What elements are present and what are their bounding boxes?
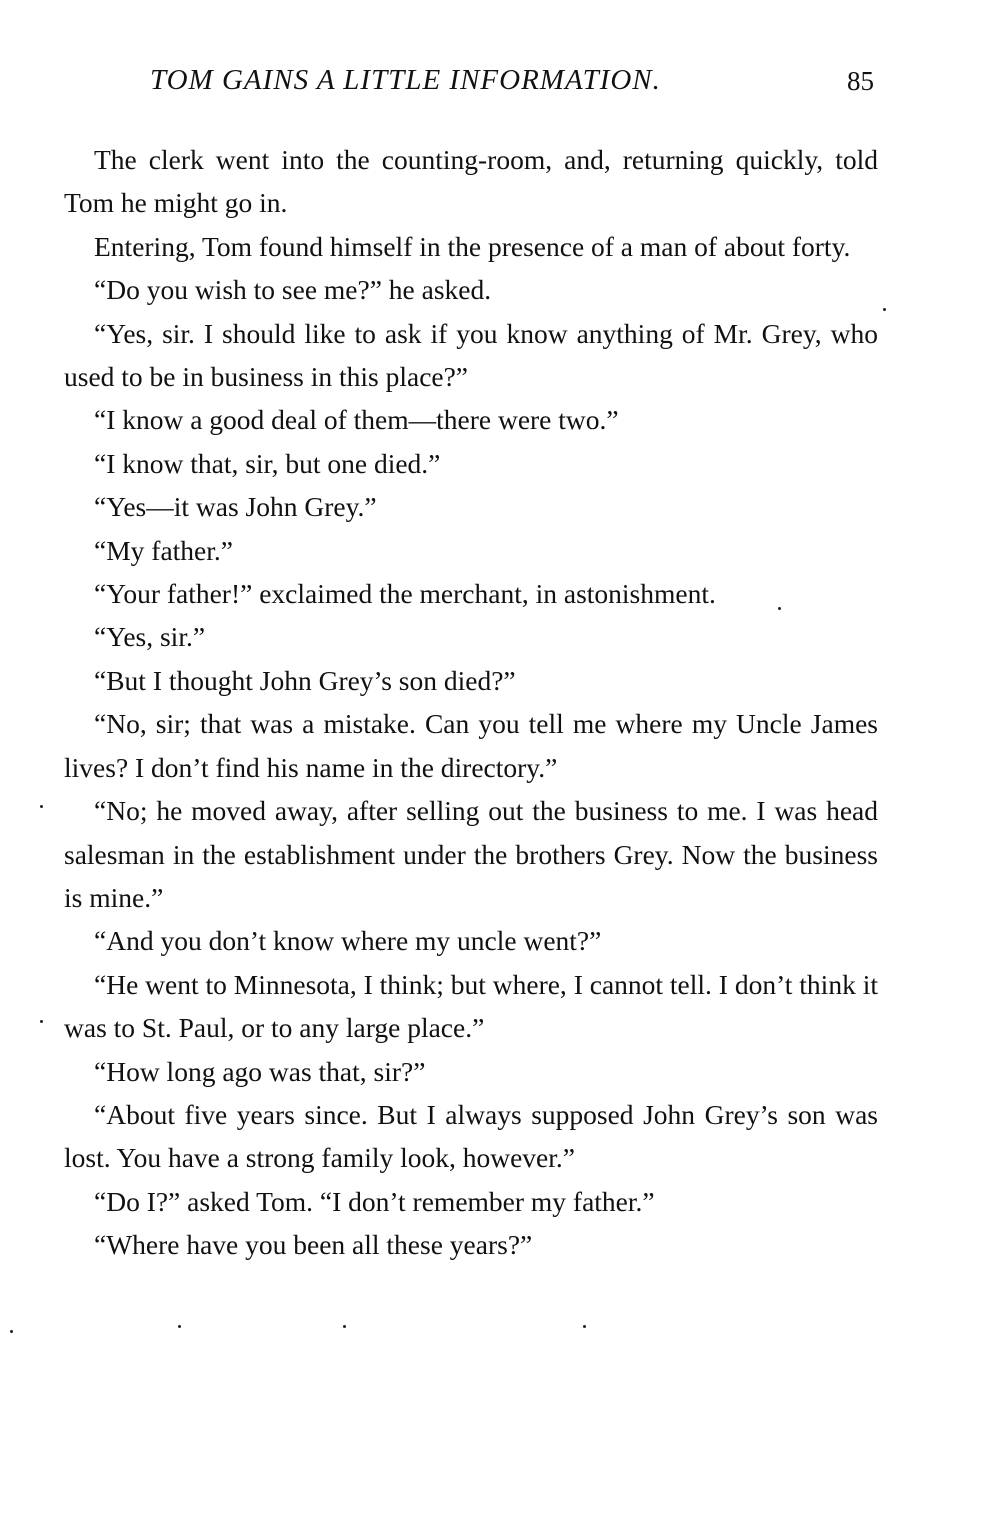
scan-speck: [178, 1325, 181, 1328]
paragraph: “Your father!” exclaimed the merchant, in astonishment.: [94, 578, 716, 610]
scan-speck: [40, 805, 43, 808]
paragraph: “Do I?” asked Tom. “I don’t remember my father.”: [94, 1185, 655, 1217]
page-number: 85: [847, 66, 874, 96]
paragraph: “Where have you been all these years?”: [94, 1229, 533, 1261]
scan-speck: [778, 607, 781, 610]
paragraph: “No; he moved away, after selling out the business to me. I was head salesman in the establishment under the brothers Grey. Now the business is mine.”: [64, 795, 878, 913]
paragraph: The clerk went into the counting-room, and, returning quickly, told Tom he might go in.: [64, 144, 878, 219]
paragraph: “Yes—it was John Grey.”: [94, 491, 377, 523]
paragraph: “I know that, sir, but one died.”: [94, 447, 441, 479]
paragraph: “He went to Minnesota, I think; but where, I cannot tell. I don’t think it was to St. Paul, or to any large place.”: [64, 968, 878, 1044]
scan-speck: [343, 1325, 346, 1328]
scan-speck: [40, 1020, 43, 1023]
paragraph: “But I thought John Grey’s son died?”: [94, 664, 516, 696]
paragraph: “I know a good deal of them—there were two.”: [94, 404, 619, 436]
paragraph: “About five years since. But I always supposed John Grey’s son was lost. You have a strong family look, however.”: [64, 1098, 878, 1174]
paragraph: “Yes, sir.”: [94, 621, 206, 653]
scan-speck: [10, 1330, 13, 1333]
scan-speck: [883, 308, 886, 311]
paragraph: “And you don’t know where my uncle went?”: [94, 925, 602, 957]
running-head: [60, 64, 880, 104]
chapter-running-title: TOM GAINS A LITTLE INFORMATION.: [150, 64, 661, 96]
paragraph: Entering, Tom found himself in the presence of a man of about forty.: [94, 230, 851, 262]
paragraph: “Do you wish to see me?” he asked.: [94, 274, 492, 306]
scan-speck: [583, 1325, 586, 1328]
paragraph: “How long ago was that, sir?”: [94, 1055, 426, 1087]
paragraph: “No, sir; that was a mistake. Can you tell me where my Uncle James lives? I don’t find his name in the directory.”: [64, 708, 878, 783]
body-text: [64, 138, 878, 1267]
paragraph: “My father.”: [94, 534, 233, 566]
paragraph: “Yes, sir. I should like to ask if you know anything of Mr. Grey, who used to be in business in this place?”: [64, 317, 878, 393]
